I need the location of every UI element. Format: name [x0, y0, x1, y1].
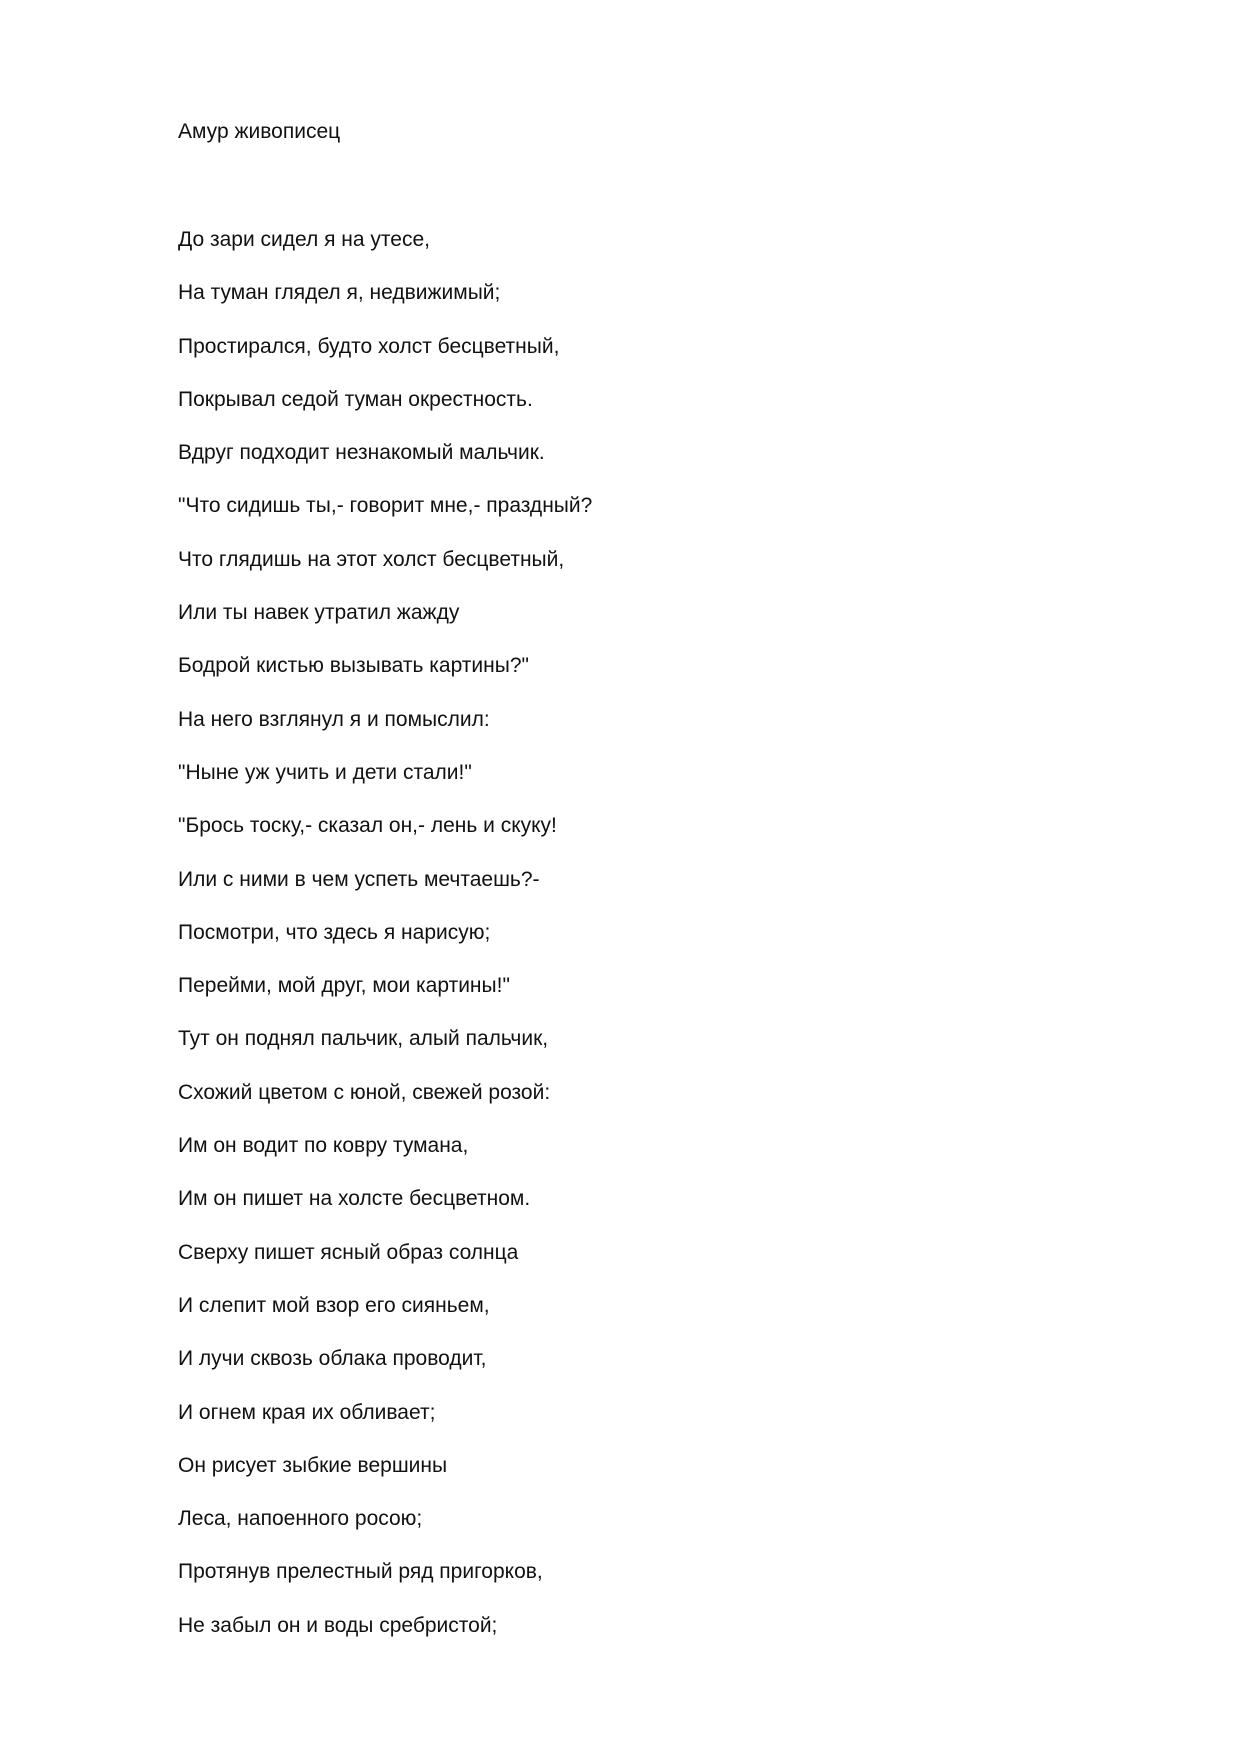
poem-line: "Брось тоску,- сказал он,- лень и скуку!	[178, 814, 557, 838]
poem-line: Покрывал седой туман окрестность.	[178, 387, 533, 411]
poem-line: Вдруг подходит незнакомый мальчик.	[178, 441, 545, 465]
poem-line: До зари сидел я на утесе,	[178, 228, 430, 251]
poem-line: Что глядишь на этот холст бесцветный,	[178, 547, 565, 571]
poem-line: И лучи сквозь облака проводит,	[178, 1347, 487, 1371]
poem-line: Им он пишет на холсте бесцветном.	[178, 1187, 531, 1211]
poem-line: Простирался, будто холст бесцветный,	[178, 334, 560, 358]
poem-line: Сверху пишет ясный образ солнца	[178, 1240, 519, 1264]
poem-line: Тут он поднял пальчик, алый пальчик,	[178, 1027, 549, 1051]
poem-line: "Что сидишь ты,- говорит мне,- праздный?	[178, 494, 593, 518]
poem-line: И слепит мой взор его сияньем,	[178, 1293, 490, 1317]
poem-line: Перейми, мой друг, мои картины!"	[178, 974, 510, 998]
poem-line: На него взглянул я и помыслил:	[178, 707, 490, 731]
poem-line: Им он водит по ковру тумана,	[178, 1134, 469, 1158]
poem-line: Или ты навек утратил жажду	[178, 601, 460, 625]
poem-title: Амур живописец	[178, 120, 341, 143]
poem-line: Он рисует зыбкие вершины	[178, 1453, 448, 1477]
poem-line: "Ныне уж учить и дети стали!"	[178, 760, 472, 784]
poem-line: И огнем края их обливает;	[178, 1400, 436, 1424]
poem-line: Схожий цветом с юной, свежей розой:	[178, 1080, 551, 1104]
poem-line: Протянув прелестный ряд пригорков,	[178, 1560, 543, 1584]
poem-line: Или с ними в чем успеть мечтаешь?-	[178, 867, 540, 891]
poem-line: Не забыл он и воды сребристой;	[178, 1613, 498, 1637]
poem-line: Леса, напоенного росою;	[178, 1507, 423, 1531]
poem-line: На туман глядел я, недвижимый;	[178, 281, 501, 305]
poem-line: Посмотри, что здесь я нарисую;	[178, 920, 491, 944]
poem-body	[178, 226, 592, 1665]
poem-line: Бодрой кистью вызывать картины?"	[178, 654, 529, 678]
